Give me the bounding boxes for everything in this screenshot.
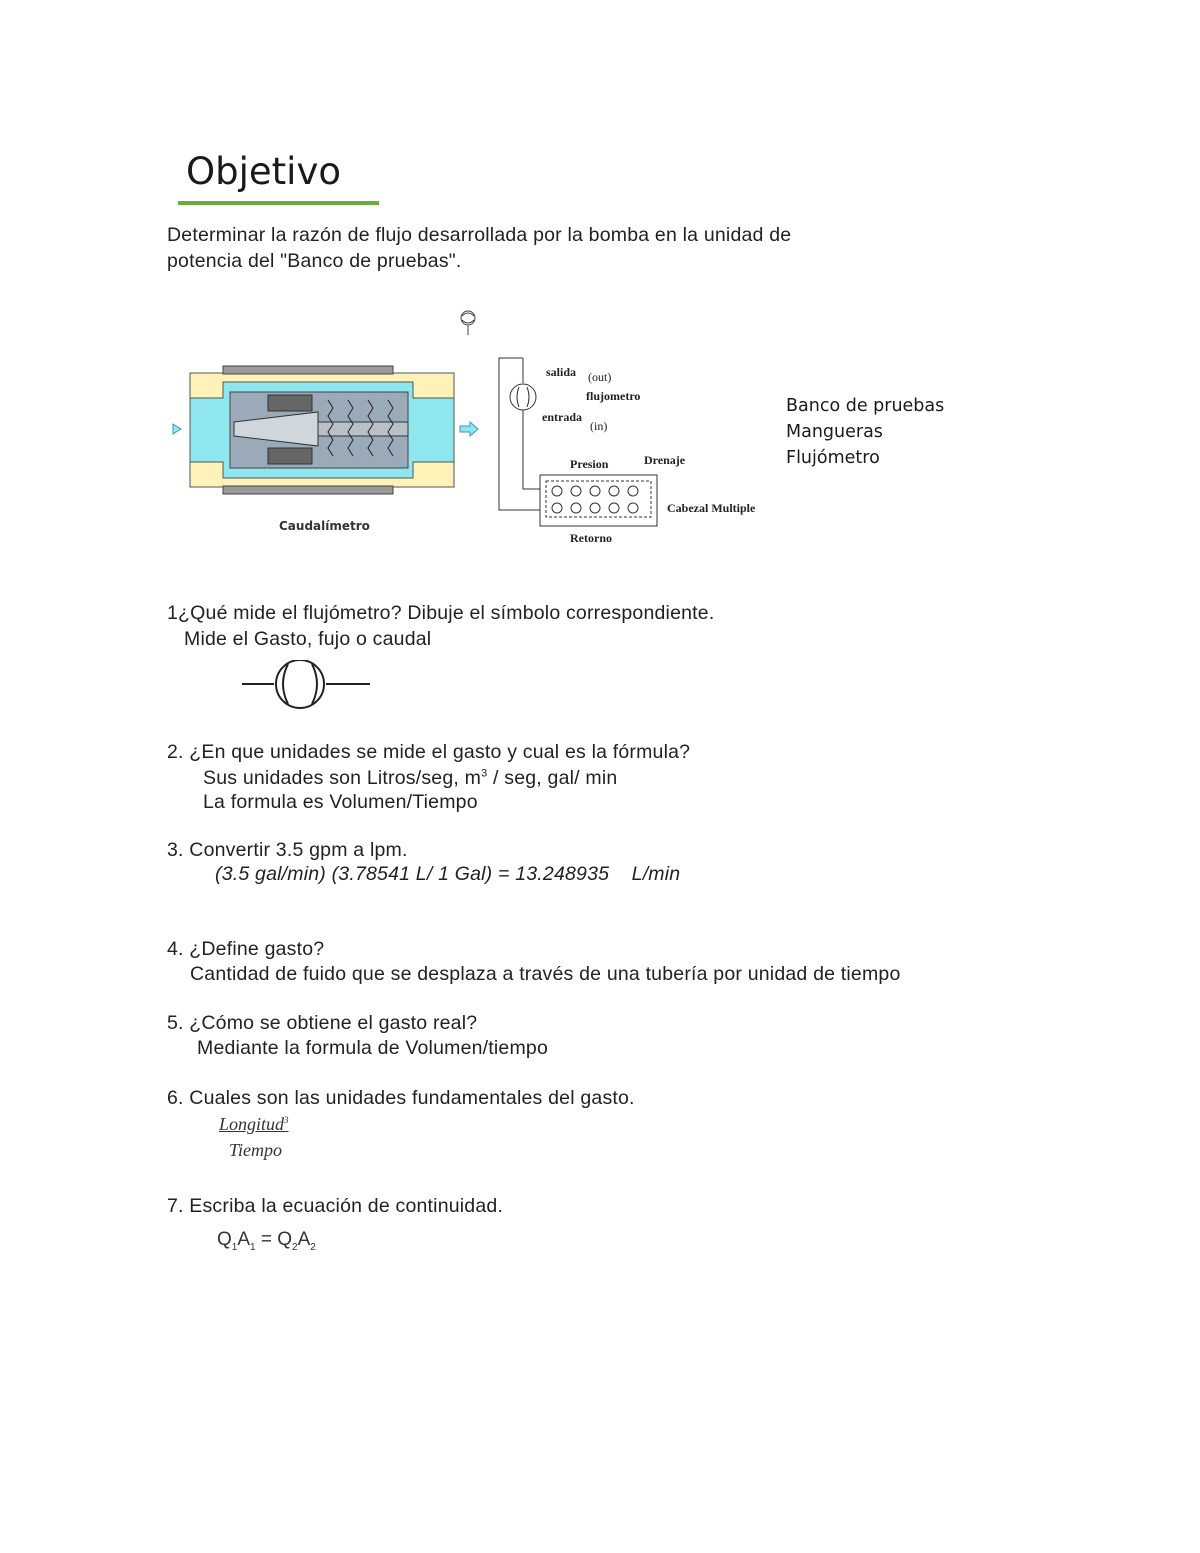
q2-answer-formula: La formula es Volumen/Tiempo: [203, 791, 478, 813]
caudalimetro-diagram: [168, 300, 488, 545]
page-heading: Objetivo: [186, 150, 341, 193]
q4-answer: Cantidad de fuido que se desplaza a través de una tubería por unidad de tiempo: [190, 963, 901, 985]
q1-answer: Mide el Gasto, fujo o caudal: [184, 628, 432, 650]
continuity-equation: $Q_1A_1 = Q_2A_2$: [217, 1229, 316, 1253]
q3-answer: (3.5 gal/min) (3.78541 L/ 1 Gal) = 13.248935 L/min: [215, 863, 681, 885]
legend-flujometro: Flujómetro: [786, 448, 880, 468]
label-retorno: Retorno: [570, 531, 612, 545]
q1-question: 1¿Qué mide el flujómetro? Dibuje el símbolo correspondiente.: [167, 602, 715, 624]
label-entrada: entrada: [542, 410, 582, 424]
label-drenaje: Drenaje: [644, 453, 686, 467]
flowmeter-symbol-icon: [240, 660, 372, 712]
caudalimetro-label: Caudalímetro: [279, 519, 370, 533]
q6-denominator: Tiempo: [229, 1140, 283, 1160]
banco-schematic: [495, 350, 670, 530]
q5-question: 5. ¿Cómo se obtiene el gasto real?: [167, 1012, 478, 1034]
q7-question: 7. Escriba la ecuación de continuidad.: [167, 1195, 504, 1217]
q6-question: 6. Cuales son las unidades fundamentales del gasto.: [167, 1087, 635, 1109]
label-presion: Presion: [570, 457, 609, 471]
label-out: (out): [588, 370, 612, 384]
label-flujometro: flujometro: [586, 389, 641, 403]
q6-numerator: Longitud$^3$: [219, 1114, 289, 1134]
legend-mangueras: Mangueras: [786, 422, 883, 442]
intro-line-2: potencia del "Banco de pruebas".: [167, 250, 462, 272]
q4-question: 4. ¿Define gasto?: [167, 938, 325, 960]
q2-answer-units: Sus unidades son Litros/seg, $m^3$ / seg, gal/ min: [203, 767, 618, 789]
q5-answer: Mediante la formula de Volumen/tiempo: [197, 1037, 549, 1059]
label-cabezal: Cabezal Multiple: [667, 501, 756, 515]
q2-question: 2. ¿En que unidades se mide el gasto y cual es la fórmula?: [167, 741, 691, 763]
heading-underline: [178, 201, 379, 205]
legend-banco: Banco de pruebas: [786, 396, 945, 416]
q3-question: 3. Convertir 3.5 gpm a lpm.: [167, 839, 408, 861]
label-in: (in): [590, 419, 608, 433]
intro-line-1: Determinar la razón de flujo desarrollada por la bomba en la unidad de: [167, 224, 792, 246]
label-salida: salida: [546, 365, 577, 379]
